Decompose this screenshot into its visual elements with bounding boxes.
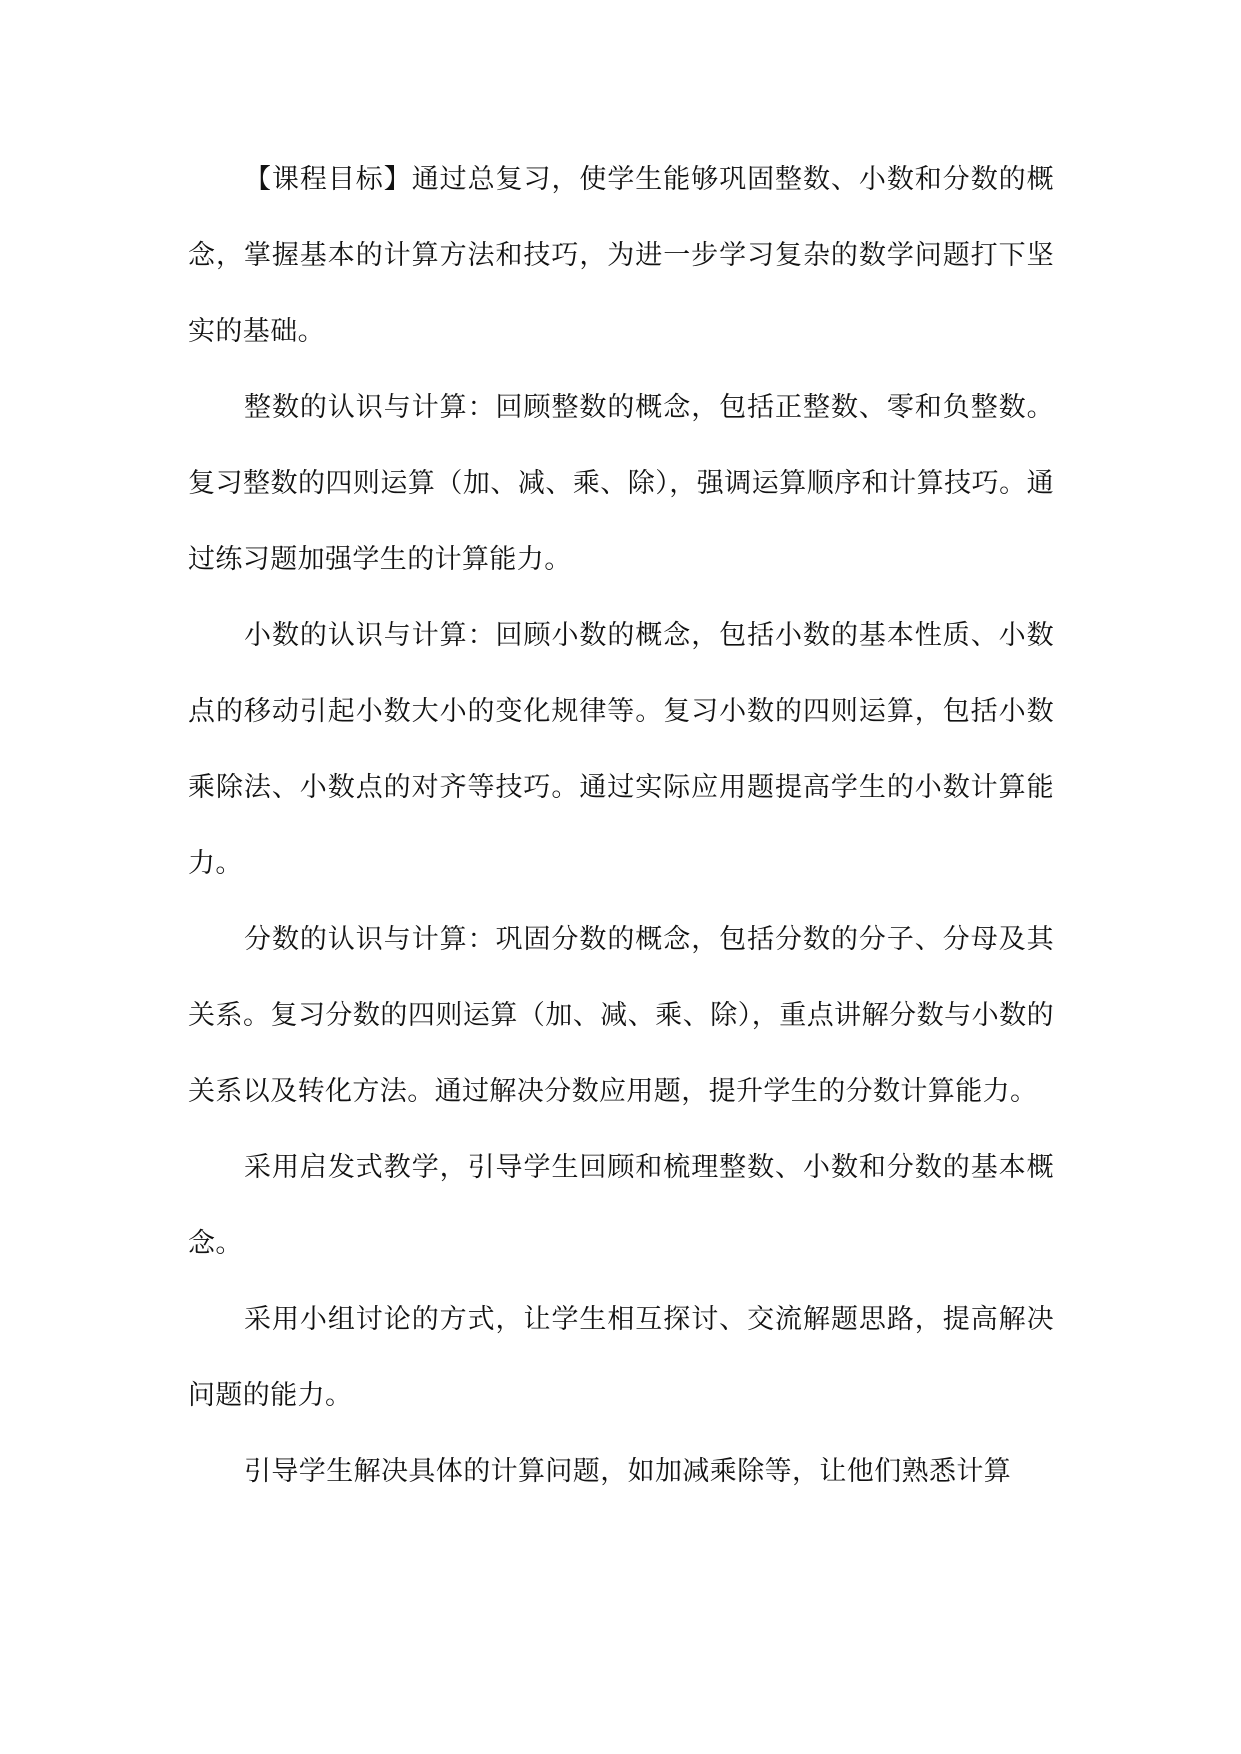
paragraph-integers: 整数的认识与计算：回顾整数的概念，包括正整数、零和负整数。复习整数的四则运算（加、减、乘、除），强调运算顺序和计算技巧。通过练习题加强学生的计算能力。 xyxy=(188,392,1054,575)
paragraph-heuristic-teaching: 采用启发式教学，引导学生回顾和梳理整数、小数和分数的基本概念。 xyxy=(188,1152,1054,1259)
paragraph-group-discussion: 采用小组讨论的方式，让学生相互探讨、交流解题思路，提高解决问题的能力。 xyxy=(188,1304,1054,1411)
document-body xyxy=(188,142,1054,1510)
paragraph-decimals: 小数的认识与计算：回顾小数的概念，包括小数的基本性质、小数点的移动引起小数大小的变化规律等。复习小数的四则运算，包括小数乘除法、小数点的对齐等技巧。通过实际应用题提高学生的小数计算能力。 xyxy=(188,620,1054,879)
paragraph-fractions: 分数的认识与计算：巩固分数的概念，包括分数的分子、分母及其关系。复习分数的四则运算（加、减、乘、除），重点讲解分数与小数的关系以及转化方法。通过解决分数应用题，提升学生的分数计算能力。 xyxy=(188,924,1054,1107)
paragraph-course-goal: 【课程目标】通过总复习，使学生能够巩固整数、小数和分数的概念，掌握基本的计算方法和技巧，为进一步学习复杂的数学问题打下坚实的基础。 xyxy=(188,164,1054,347)
paragraph-calculation-practice: 引导学生解决具体的计算问题，如加减乘除等，让他们熟悉计算 xyxy=(244,1456,1012,1487)
